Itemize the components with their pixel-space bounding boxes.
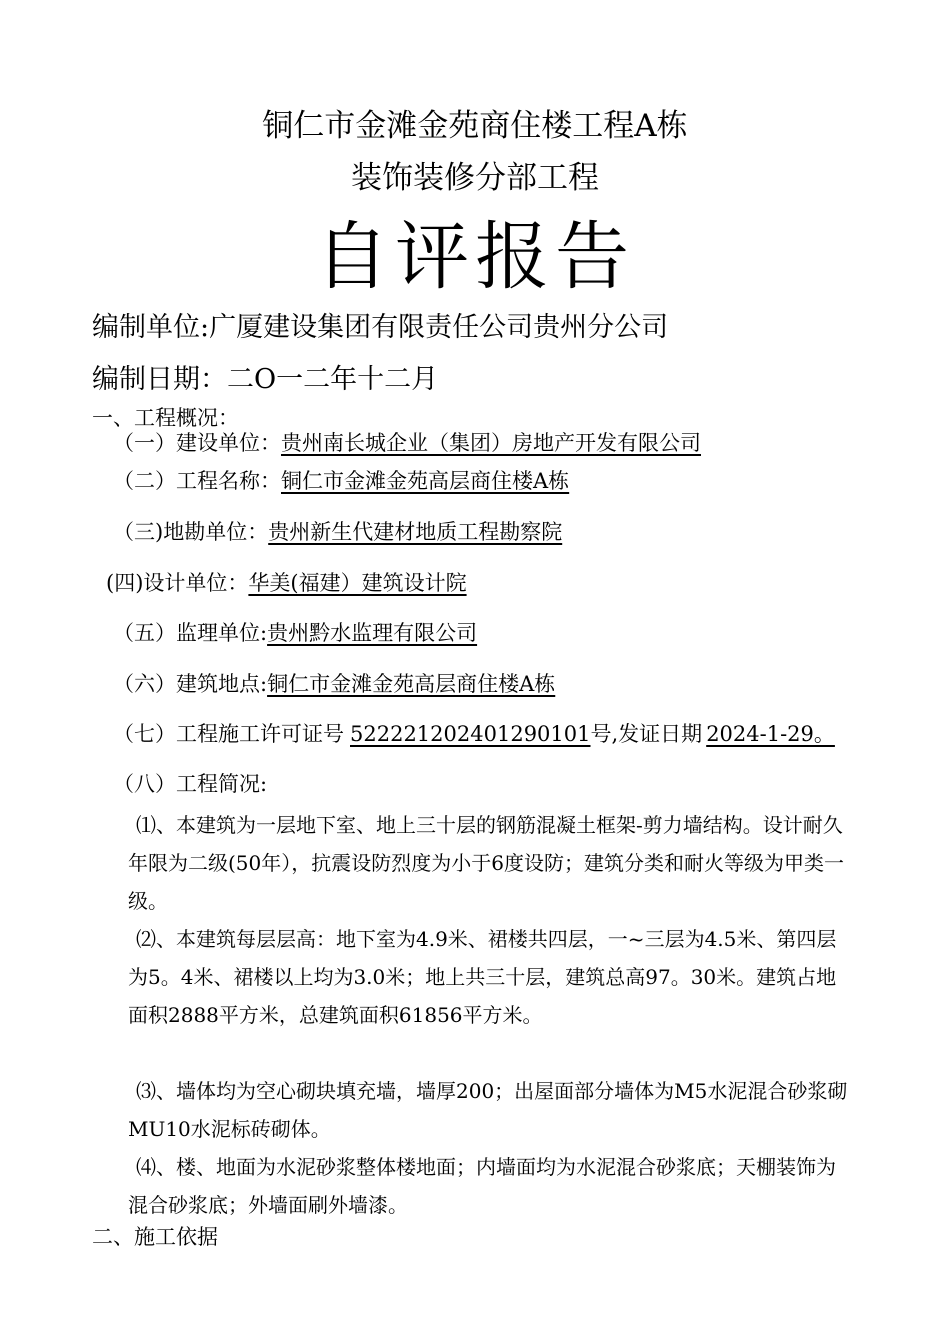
item-value: 铜仁市金滩金苑高层商住楼A栋 bbox=[267, 672, 556, 696]
item-value: 铜仁市金滩金苑高层商住楼A栋 bbox=[281, 469, 570, 493]
item-value: 华美(福建）建筑设计院 bbox=[248, 571, 467, 595]
paragraph-text: ⑵、本建筑每层层高：地下室为4.9米、裙楼共四层，一~三层为4.5米、第四层为5。4米、裙楼以上均为3.0米；地上共三十层，建筑总高97。30米。建筑占地面积2888平方米，总建筑面积61856平方米。 bbox=[128, 927, 837, 1027]
overview-item bbox=[113, 618, 477, 648]
date-line bbox=[92, 362, 438, 398]
paragraph-text: ⑶、墙体均为空心砌块填充墙，墙厚200；出屋面部分墙体为M5水泥混合砂浆砌MU10水泥标砖砌体。 bbox=[128, 1079, 848, 1141]
brief-heading: （八）工程简况: bbox=[113, 772, 268, 796]
compiler-label: 编制单位: bbox=[92, 312, 210, 343]
section-1-heading: 一、工程概况： bbox=[92, 406, 239, 430]
item-value: 贵州南长城企业（集团）房地产开发有限公司 bbox=[281, 431, 701, 455]
overview-item bbox=[113, 517, 562, 547]
overview-item bbox=[113, 428, 701, 458]
paragraph-text: ⑷、楼、地面为水泥砂浆整体楼地面；内墙面均为水泥混合砂浆底；天棚装饰为混合砂浆底；外墙面刷外墙漆。 bbox=[128, 1155, 836, 1217]
overview-item bbox=[113, 466, 569, 496]
permit-label: （七）工程施工许可证号 bbox=[113, 722, 344, 746]
permit-line bbox=[113, 719, 835, 749]
date-value: 二O一二年十二月 bbox=[227, 364, 439, 395]
item-value: 贵州黔水监理有限公司 bbox=[267, 621, 478, 645]
date-label: 编制日期： bbox=[92, 364, 227, 395]
brief-paragraph-2 bbox=[128, 920, 853, 1034]
permit-date: 2024-1-29。 bbox=[706, 722, 835, 746]
brief-paragraph-1 bbox=[128, 806, 853, 920]
compiler-line bbox=[92, 310, 668, 346]
item-label: （六）建筑地点: bbox=[113, 672, 268, 696]
title-line-1: 铜仁市金滩金苑商住楼工程A栋 bbox=[262, 108, 688, 144]
report-title: 自评报告 bbox=[315, 214, 635, 300]
permit-date-label: 号,发证日期 bbox=[590, 722, 703, 746]
compiler-value: 广厦建设集团有限责任公司贵州分公司 bbox=[209, 312, 669, 343]
item-label: (四)设计单位： bbox=[106, 571, 249, 595]
item-label: （一）建设单位： bbox=[113, 431, 281, 455]
overview-item bbox=[106, 568, 467, 598]
item-label: （三)地勘单位： bbox=[113, 520, 269, 544]
paragraph-text: ⑴、本建筑为一层地下室、地上三十层的钢筋混凝土框架-剪力墙结构。设计耐久年限为二级(50年），抗震设防烈度为小于6度设防；建筑分类和耐火等级为甲类一级。 bbox=[128, 813, 844, 913]
brief-paragraph-4 bbox=[128, 1148, 853, 1224]
brief-paragraph-3 bbox=[128, 1072, 853, 1148]
item-label: （二）工程名称： bbox=[113, 469, 281, 493]
permit-number: 522221202401290101 bbox=[350, 722, 591, 746]
overview-item bbox=[113, 669, 555, 699]
section-2-heading: 二、施工依据 bbox=[92, 1225, 218, 1249]
item-value: 贵州新生代建材地质工程勘察院 bbox=[268, 520, 563, 544]
title-line-2: 装饰装修分部工程 bbox=[351, 160, 599, 196]
item-label: （五）监理单位: bbox=[113, 621, 268, 645]
